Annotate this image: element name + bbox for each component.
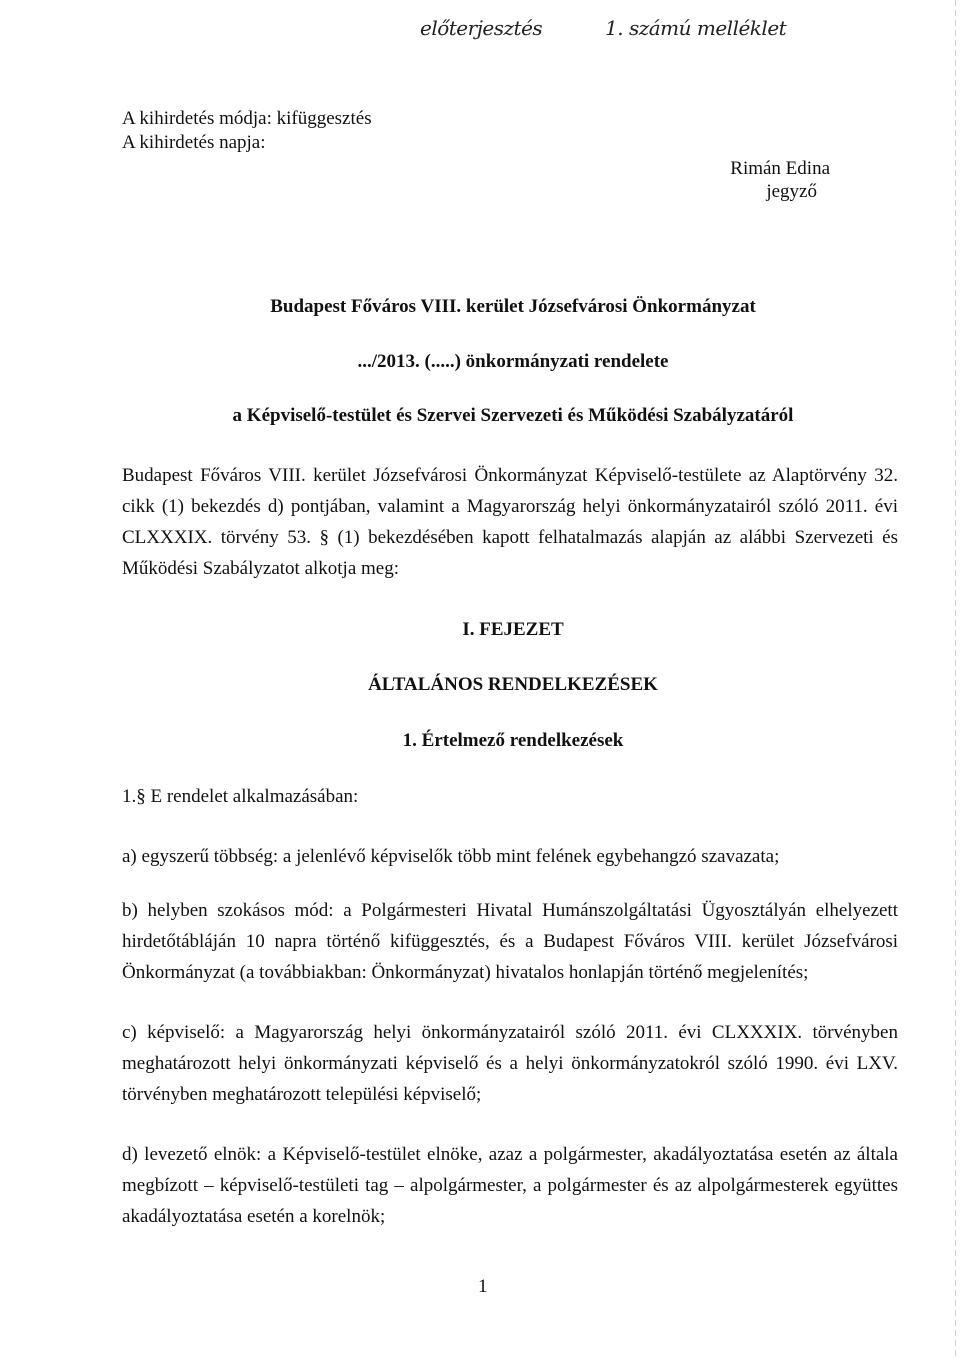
chapter-number: I. FEJEZET [462, 619, 564, 640]
announcement-method: A kihirdetés módja: kifüggesztés [122, 108, 372, 129]
section-intro: 1.§ E rendelet alkalmazásában: [122, 786, 359, 807]
preamble [122, 460, 898, 584]
definition-line: hirdetőtábláján 10 napra történő kifüggesztés, és a Budapest Főváros VIII. kerület Józsefvárosi [122, 931, 898, 952]
definition-line: d) levezető elnök: a Képviselő-testület elnöke, azaz a polgármester, akadályoztatása esetén az általa [122, 1144, 898, 1165]
definition-line: c) képviselő: a Magyarország helyi önkormányzatairól szóló 2011. évi CLXXXIX. törvényben [122, 1022, 898, 1043]
preamble-line: cikk (1) bekezdés d) pontjában, valamint a Magyarország helyi önkormányzatairól szóló 2011. évi [122, 496, 898, 517]
decree-number: .../2013. (.....) önkormányzati rendelete [357, 351, 669, 372]
page-number: 1 [478, 1276, 488, 1297]
announcement-date: A kihirdetés napja: [122, 132, 266, 153]
definition-line: meghatározott helyi önkormányzati képviselő és a helyi önkormányzatokról szóló 1990. évi LXV. [122, 1053, 898, 1074]
definition-line: a) egyszerű többség: a jelenlévő képviselők több mint felének egybehangzó szavazata; [122, 846, 780, 867]
authority-name: Budapest Főváros VIII. kerület Józsefvárosi Önkormányzat [270, 296, 756, 317]
definition-d [122, 1139, 898, 1232]
preamble-line: Budapest Főváros VIII. kerület Józsefvárosi Önkormányzat Képviselő-testülete az Alaptörvény 32. [122, 465, 898, 486]
section-title: 1. Értelmező rendelkezések [402, 730, 624, 751]
signatory-name: Rimán Edina [730, 158, 830, 179]
handwritten-note-left: előterjesztés [420, 16, 543, 40]
decree-title: a Képviselő-testület és Szervei Szervezeti és Működési Szabályzatáról [232, 405, 794, 426]
definition-line: törvényben meghatározott települési képviselő; [122, 1084, 482, 1105]
definition-line: megbízott – képviselő-testületi tag – alpolgármester, a polgármester és az alpolgármesterek együttes [122, 1175, 898, 1196]
definition-line: b) helyben szokásos mód: a Polgármesteri Hivatal Humánszolgáltatási Ügyosztályán elhelyezett [122, 900, 898, 921]
definition-line: Önkormányzat (a továbbiakban: Önkormányzat) hivatalos honlapján történő megjelenítés; [122, 962, 809, 983]
definition-line: akadályoztatása esetén a korelnök; [122, 1206, 386, 1227]
preamble-line: CLXXXIX. törvény 53. § (1) bekezdésében kapott felhatalmazás alapján az alábbi Szervezeti és [122, 527, 898, 548]
signatory-title: jegyző [766, 181, 817, 202]
scan-edge-artifact [955, 0, 956, 1358]
definition-a [122, 841, 898, 872]
handwritten-note-right: 1. számú melléklet [605, 16, 787, 40]
definition-b [122, 895, 898, 988]
preamble-line: Működési Szabályzatot alkotja meg: [122, 558, 400, 579]
definition-c [122, 1017, 898, 1110]
chapter-title: ÁLTALÁNOS RENDELKEZÉSEK [368, 674, 658, 695]
